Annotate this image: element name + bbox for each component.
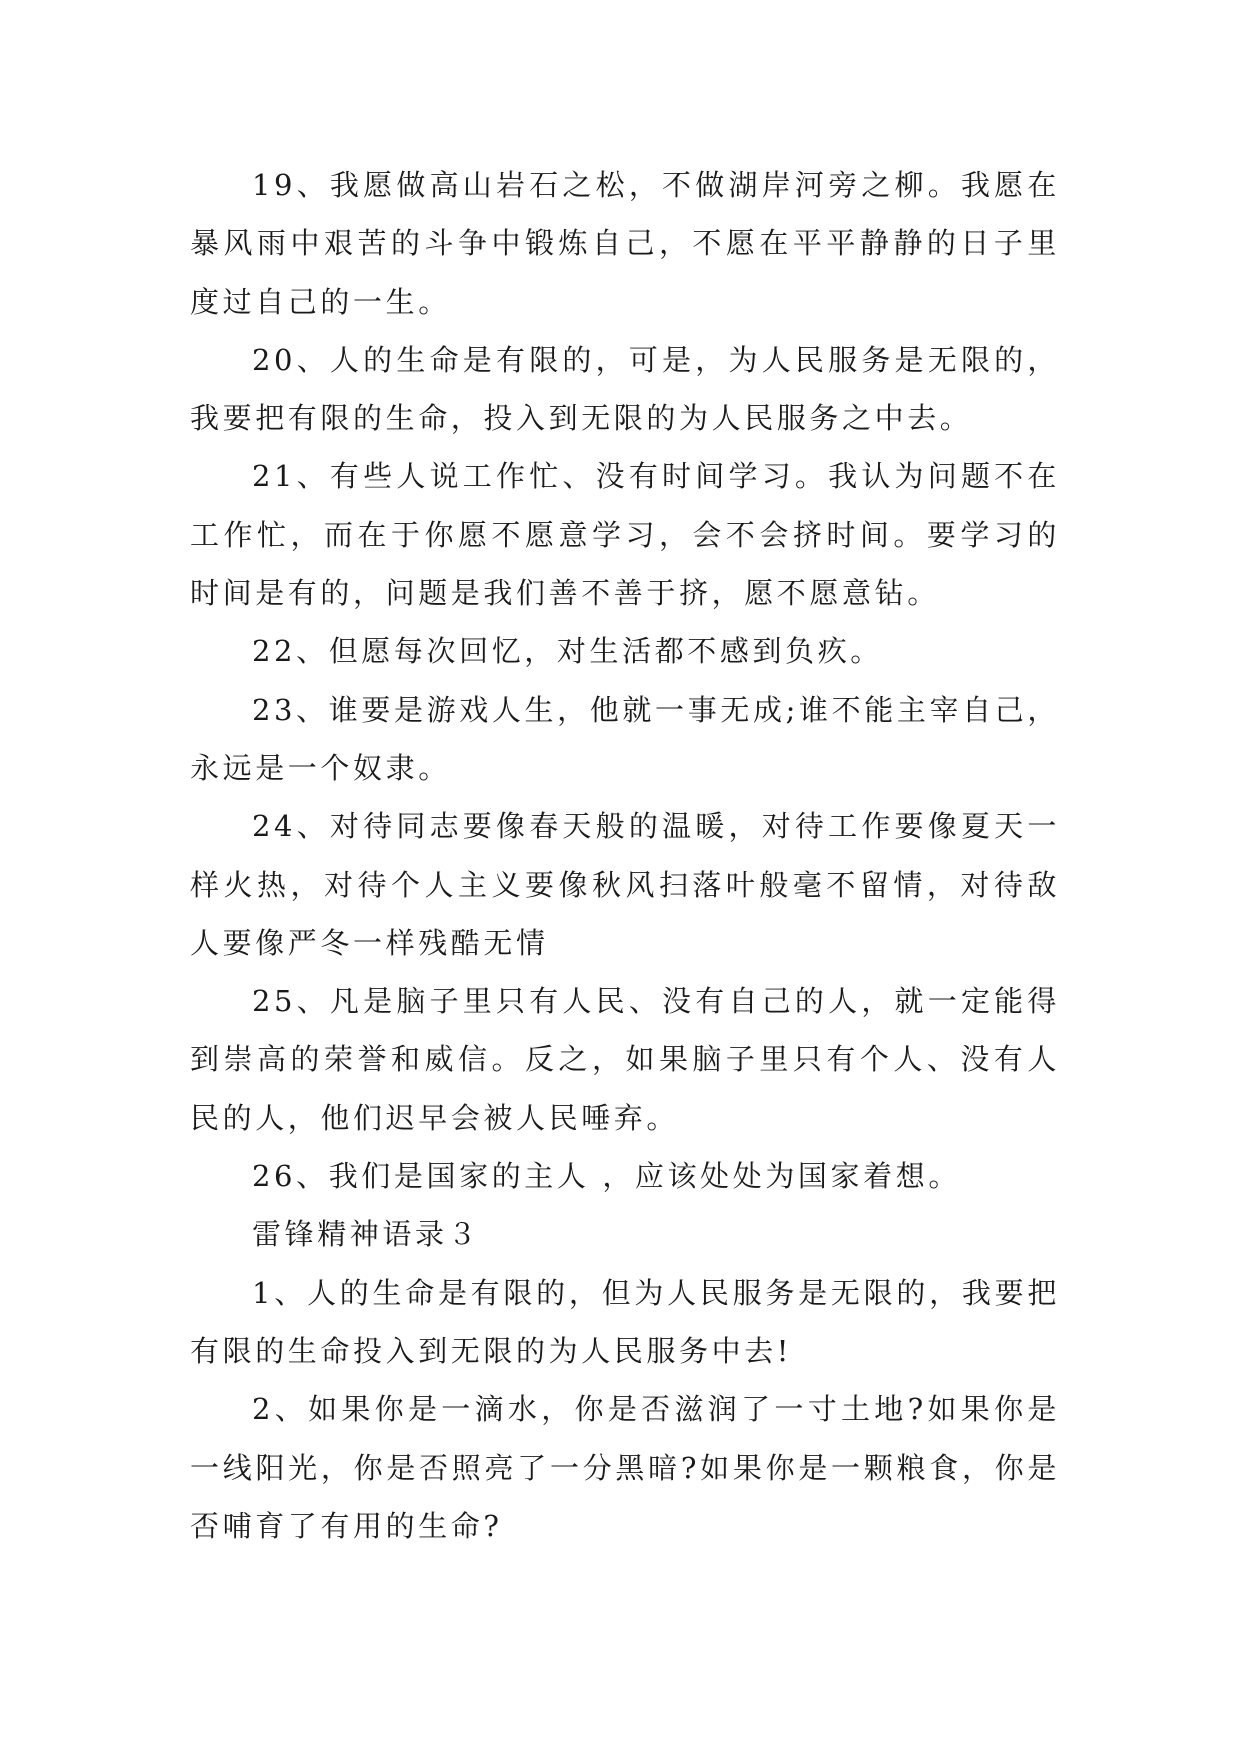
paragraph-23: 23、谁要是游戏人生，他就一事无成;谁不能主宰自己，永远是一个奴隶。 bbox=[190, 692, 1060, 785]
paragraph-26: 26、我们是国家的主人 ，应该处处为国家着想。 bbox=[252, 1159, 961, 1194]
section-paragraph-1: 1、人的生命是有限的，但为人民服务是无限的，我要把有限的生命投入到无限的为人民服务中去! bbox=[190, 1275, 1060, 1368]
section-paragraph-2: 2、如果你是一滴水，你是否滋润了一寸土地?如果你是一线阳光，你是否照亮了一分黑暗?如果你是一颗粮食，你是否哺育了有用的生命? bbox=[190, 1392, 1060, 1543]
paragraph-24: 24、对待同志要像春天般的温暖，对待工作要像夏天一样火热，对待个人主义要像秋风扫落叶般毫不留情，对待敌人要像严冬一样残酷无情 bbox=[190, 809, 1060, 960]
section-heading: 雷锋精神语录３ bbox=[252, 1217, 481, 1252]
paragraph-19: 19、我愿做高山岩石之松，不做湖岸河旁之柳。我愿在暴风雨中艰苦的斗争中锻炼自己，不愿在平平静静的日子里度过自己的一生。 bbox=[190, 168, 1060, 319]
paragraph-20: 20、人的生命是有限的，可是，为人民服务是无限的，我要把有限的生命，投入到无限的为人民服务之中去。 bbox=[190, 342, 1060, 436]
document-page bbox=[190, 156, 1060, 1555]
paragraph-25: 25、凡是脑子里只有人民、没有自己的人，就一定能得到崇高的荣誉和威信。反之，如果脑子里只有个人、没有人民的人，他们迟早会被人民唾弃。 bbox=[190, 984, 1060, 1135]
paragraph-22: 22、但愿每次回忆，对生活都不感到负疚。 bbox=[252, 634, 883, 669]
paragraph-21: 21、有些人说工作忙、没有时间学习。我认为问题不在工作忙，而在于你愿不愿意学习，会不会挤时间。要学习的时间是有的，问题是我们善不善于挤，愿不愿意钻。 bbox=[190, 459, 1060, 611]
